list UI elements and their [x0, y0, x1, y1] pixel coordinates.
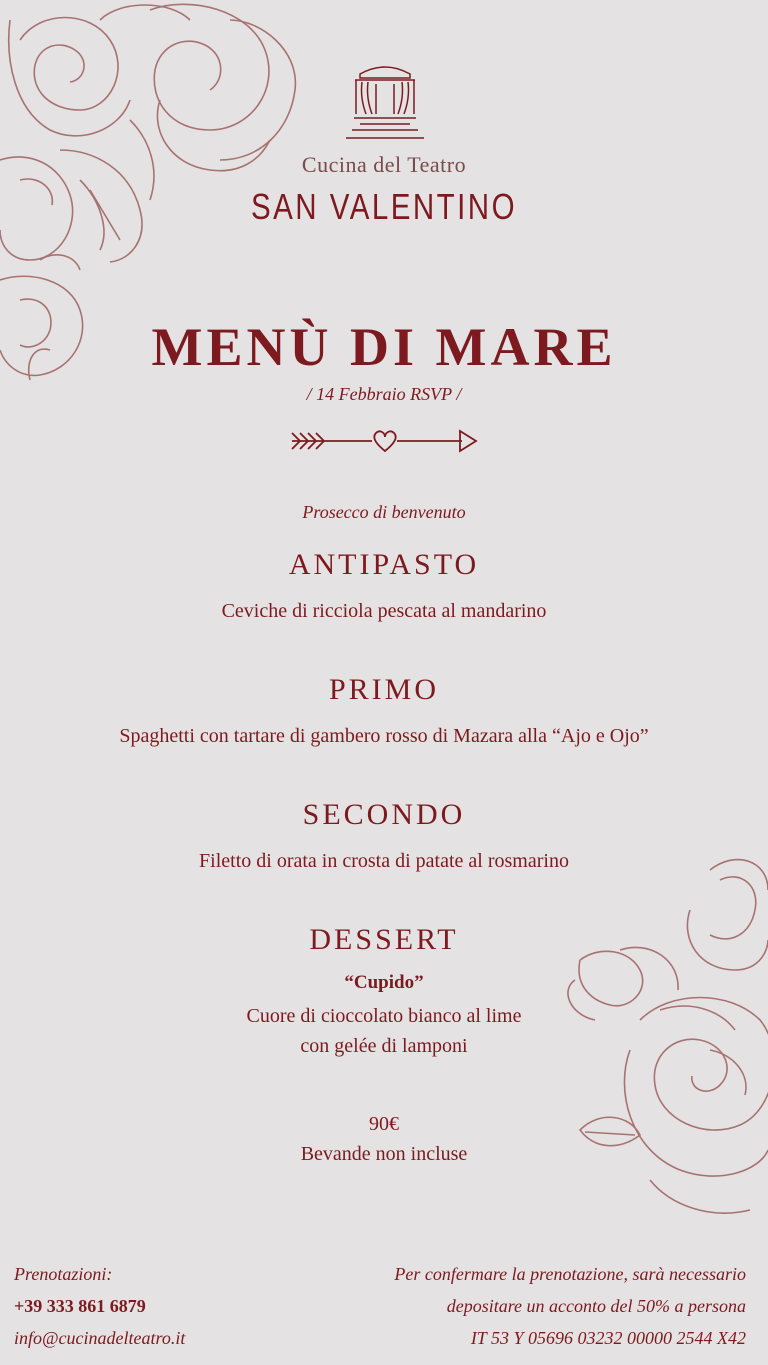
menu-price: 90€ [369, 1113, 399, 1135]
price-note: Bevande non incluse [300, 1143, 468, 1165]
course-antipasto-dish: Ceviche di ricciola pescata al mandarino [221, 600, 547, 622]
course-primo-dish: Spaghetti con tartare di gambero rosso di Mazara alla “Ajo e Ojo” [119, 725, 649, 747]
footer-contacts [14, 1258, 185, 1354]
course-primo-title: PRIMO [328, 673, 440, 706]
course-dessert-title: DESSERT [309, 923, 459, 956]
menu-title: MENÙ DI MARE [151, 317, 617, 377]
reservations-label: Prenotazioni: [14, 1264, 113, 1284]
course-antipasto-title: ANTIPASTO [288, 548, 480, 581]
course-dessert-dish-title: “Cupido” [344, 972, 424, 993]
course-secondo-dish: Filetto di orata in crosta di patate al rosmarino [199, 850, 569, 872]
welcome-drink: Prosecco di benvenuto [302, 502, 466, 522]
deposit-line-2: depositare un acconto del 50% a persona [446, 1296, 746, 1316]
brand-name: Cucina del Teatro [301, 152, 467, 177]
menu-date: / 14 Febbraio RSVP / [306, 384, 462, 404]
phone-number[interactable]: +39 333 861 6879 [14, 1296, 146, 1316]
theatre-stage-icon [340, 62, 430, 152]
event-title: SAN VALENTINO [250, 186, 518, 227]
course-dessert-dish-line1: Cuore di cioccolato bianco al lime [246, 1005, 522, 1027]
arrow-heart-icon [290, 427, 480, 455]
footer-deposit-info [394, 1258, 746, 1354]
email-address[interactable]: info@cucinadelteatro.it [14, 1328, 186, 1348]
course-dessert-dish-line2: con gelée di lamponi [300, 1035, 468, 1057]
deposit-line-1: Per confermare la prenotazione, sarà necessario [394, 1264, 746, 1284]
course-secondo-title: SECONDO [302, 798, 466, 831]
iban: IT 53 Y 05696 03232 00000 2544 X42 [470, 1328, 746, 1348]
